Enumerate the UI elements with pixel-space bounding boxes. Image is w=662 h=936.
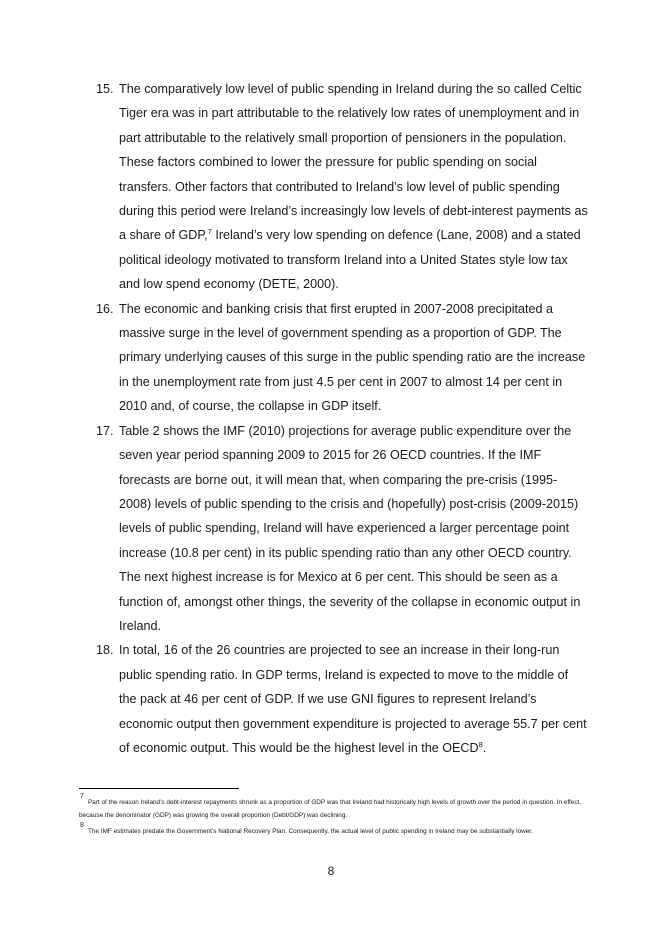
footnote-separator: [79, 788, 239, 789]
page-number: 8: [327, 864, 335, 878]
paragraph-number: 15.: [96, 82, 114, 96]
footnotes: [79, 793, 589, 839]
footnote-mark: 7: [80, 793, 84, 800]
footnote-text: Part of the reason Ireland’s debt-interest repayments shrunk as a proportion of GDP was that Ireland had historically high levels of growth over the period in question. In effect, because the denominator (GDP) was growing the overall proportion (Debt/GDP) was declining.: [79, 799, 582, 819]
paragraph-number: 16.: [96, 301, 114, 316]
paragraph-text-part: In total, 16 of the 26 countries are projected to see an increase in their long-run public spending ratio. In GDP terms, Ireland is expected to move to the middle of the pack at 46 per cent of GDP. If we use GNI figures to represent Ireland’s economic output then government expenditure is projected to average 55.7 per cent of economic output. This would be the highest level in the OECD: [119, 643, 587, 755]
paragraph-text: Table 2 shows the IMF (2010) projections for average public expenditure over the seven year period spanning 2009 to 2015 for 26 OECD countries. If the IMF forecasts are borne out, it will mean that, when comparing the pre-crisis (1995-2008) levels of public spending to the crisis and (hopefully) post-crisis (2009-2015) levels of public spending, Ireland will have experienced a larger percentage point increase (10.8 per cent) in its public spending ratio than any other OECD country. The next highest increase is for Mexico at 6 per cent. This should be seen as a function of, amongst other things, the severity of the collapse in economic output in Ireland.: [119, 423, 581, 633]
footnote-7: [79, 793, 589, 822]
paragraph-text-part: Ireland’s very low spending on defence (Lane, 2008) and a stated political ideology motivated to transform Ireland into a United States style low tax and low spend economy (DETE, 2000).: [119, 228, 581, 292]
paragraph-number: 18.: [96, 643, 114, 658]
paragraph-text: The economic and banking crisis that first erupted in 2007-2008 precipitated a massive surge in the level of government spending as a proportion of GDP. The primary underlying causes of this surge in the public spending ratio are the increase in the unemployment rate from just 4.5 per cent in 2007 to almost 14 per cent in 2010 and, of course, the collapse in GDP itself.: [119, 301, 586, 414]
paragraph-text-part: The comparatively low level of public spending in Ireland during the so called Celtic Tiger era was in part attributable to the relatively low rates of unemployment and in part attributable to the relatively small proportion of pensioners in the population. These factors combined to lower the pressure for public spending on social transfers. Other factors that contributed to Ireland’s low level of public spending during this period were Ireland’s increasingly low levels of debt-interest payments as a share of GDP,: [119, 82, 588, 243]
footnote-mark: 8: [80, 822, 84, 830]
paragraph-16: [88, 297, 588, 419]
paragraph-18: [88, 638, 588, 760]
paragraph-15: [88, 77, 588, 297]
footnote-ref-8[interactable]: 8: [478, 739, 483, 749]
paragraph-text: [119, 638, 588, 760]
footnote-ref-7[interactable]: 7: [207, 227, 212, 237]
paragraph-17: [88, 419, 588, 639]
numbered-paragraph-list: [88, 77, 588, 760]
paragraph-text-part: .: [482, 740, 487, 755]
footnote-8: [79, 822, 589, 839]
paragraph-text: [119, 77, 588, 297]
footnote-text: The IMF estimates predate the Government’s National Recovery Plan. Consequently, the actual level of public spending in Ireland may be substantially lower.: [88, 828, 533, 836]
paragraph-number: 17.: [96, 423, 114, 438]
